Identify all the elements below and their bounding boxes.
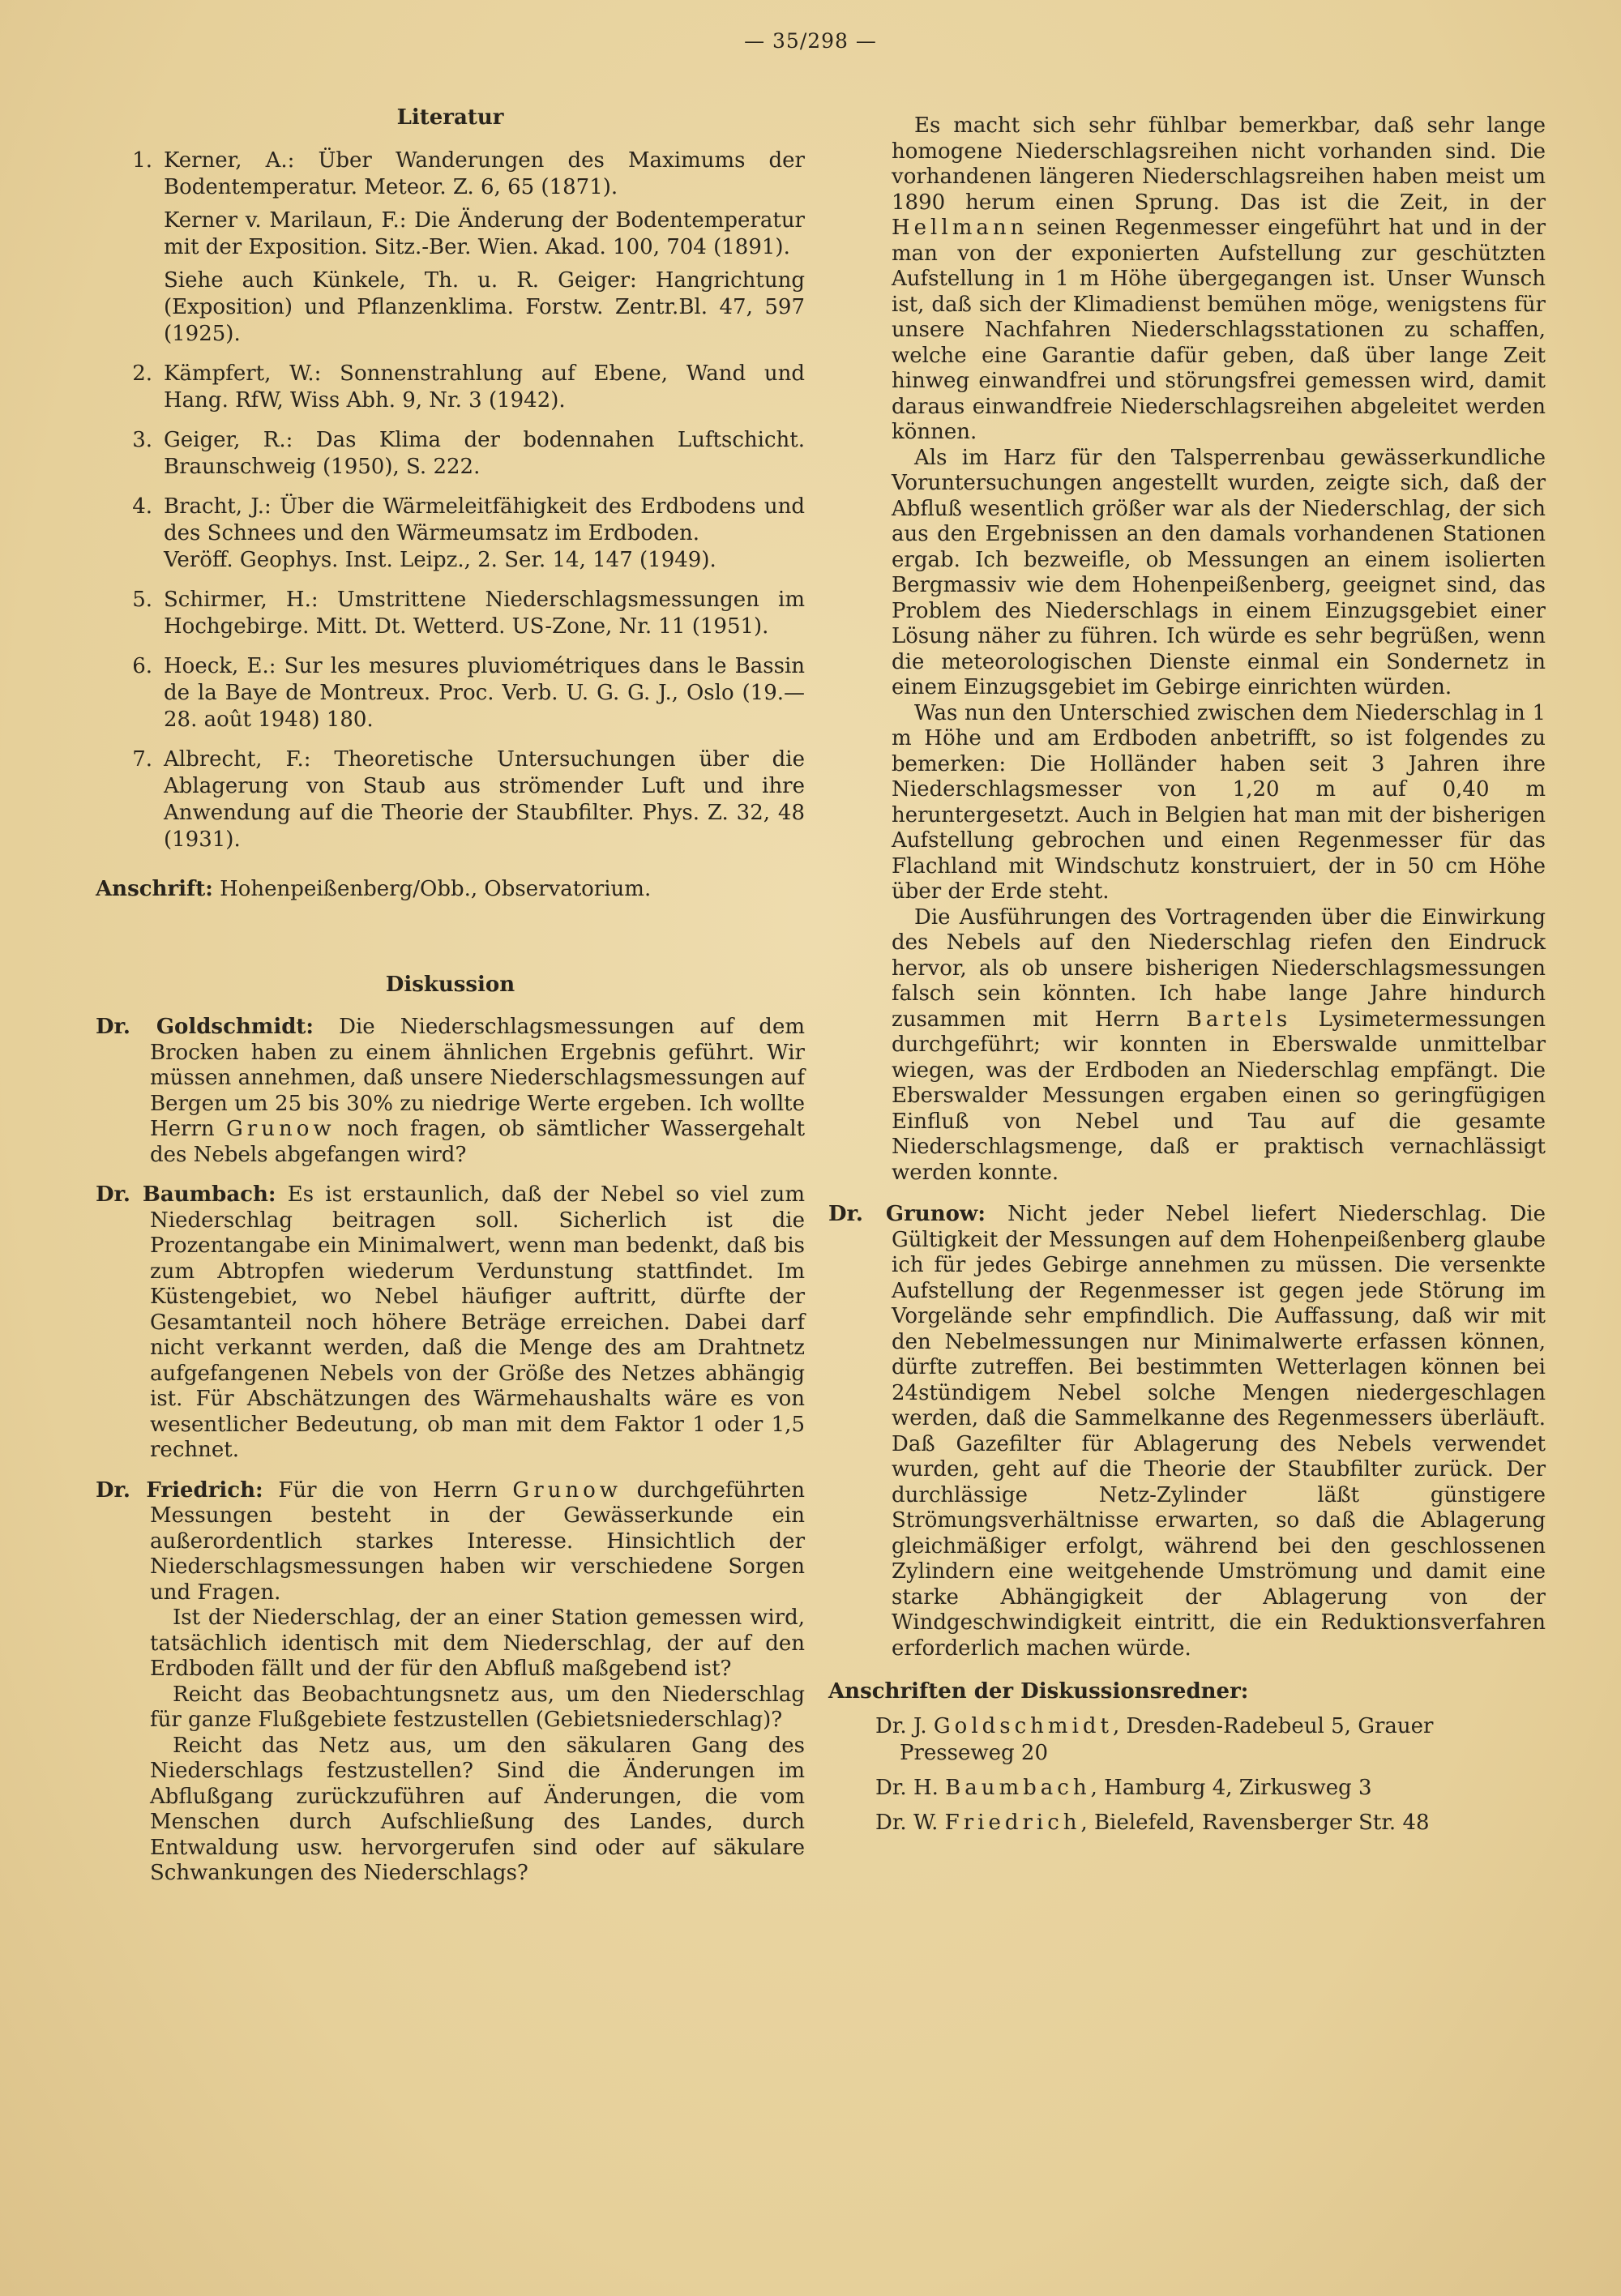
- reference-text: Schirmer, H.: Umstrittene Niederschlagsmessungen im Hochgebirge. Mitt. Dt. Wetterd. US-Zone, Nr. 11 (1951).: [164, 588, 805, 639]
- reference-text: Kämpfert, W.: Sonnenstrahlung auf Ebene, Wand und Hang. RfW, Wiss Abh. 9, Nr. 3 (1942).: [164, 361, 805, 413]
- reference-number: 6.: [132, 654, 152, 678]
- speaker-name: Dr. Goldschmidt:: [96, 1015, 314, 1039]
- author-address: [96, 876, 805, 903]
- address-name: Baumbach: [945, 1776, 1091, 1800]
- statement-paragraph: Als im Harz für den Talsperrenbau gewässerkundliche Voruntersuchungen angestellt wurden, zeigte sich, daß der Abfluß wesentlich größer war als der Niederschlag, der sich aus den Ergebnissen an den damals vorhandenen Stationen ergab. Ich bezweifle, ob Messungen an einem isolierten Bergmassiv wie dem Hohenpeißenberg, geeignet sind, das Problem des Niederschlags in einem Einzugsgebiet einer Lösung näher zu führen. Ich würde es sehr begrüßen, wenn die meteorologischen Dienste einmal ein Sondernetz in einem Einzugsgebiet im Gebirge einrichten würden.: [892, 445, 1546, 699]
- reference-text: Geiger, R.: Das Klima der bodennahen Luftschicht. Braunschweig (1950), S. 222.: [164, 428, 805, 479]
- address-label: Anschrift:: [96, 877, 213, 901]
- diskussion-heading: Diskussion: [385, 973, 515, 997]
- speaker-name: Dr. Baumbach:: [96, 1182, 276, 1207]
- address-value: Hohenpeißenberg/Obb., Observatorium.: [220, 877, 652, 901]
- reference-number: 2.: [132, 361, 152, 386]
- statement-paragraph: Was nun den Unterschied zwischen dem Niederschlag in 1 m Höhe und am Erdboden anbetrifft, so ist folgendes zu bemerken: Die Holländer haben seit 3 Jahren ihre Niederschlagsmesser von 1,20 m auf 0,40 m heruntergesetzt. Auch in Belgien hat man mit der bisherigen Aufstellung gebrochen und einen Regenmesser für das Flachland mit Windschutz konstruiert, der in 50 cm Höhe über der Erde steht.: [892, 700, 1546, 904]
- anschriften-heading: Anschriften der Diskussionsredner:: [828, 1679, 1249, 1704]
- reference-number: 5.: [132, 588, 152, 612]
- statement-text: durchgeführten Messungen besteht in der Gewässerkunde ein außerordentlich starkes Interesse. Hinsichtlich der Niederschlagsmessungen haben wir verschiedene Sorgen und Fragen.: [150, 1477, 806, 1605]
- address-title: Dr. W.: [875, 1811, 939, 1835]
- statement-text: noch fragen, ob sämtlicher Wassergehalt des Nebels abgefangen wird?: [150, 1117, 806, 1167]
- address-text: , Dresden-Radebeul 5, Grauer Presseweg 20: [900, 1714, 1434, 1765]
- reference-item: [96, 427, 805, 481]
- reference-text: Hoeck, E.: Sur les mesures pluviométriques dans le Bassin de la Baye de Montreux. Proc. Verb. U. G. G. J., Oslo (19.—28. août 1948) 180.: [164, 654, 805, 732]
- reference-number: 1.: [132, 148, 152, 173]
- speaker-name: Dr. Friedrich:: [96, 1477, 263, 1503]
- reference-text: Albrecht, F.: Theoretische Untersuchungen über die Ablagerung von Staub aus strömender Luft und ihre Anwendung auf die Theorie der Staubfilter. Phys. Z. 32, 48 (1931).: [164, 747, 805, 852]
- reference-text: Bracht, J.: Über die Wärmeleitfähigkeit des Erdbodens und des Schnees und den Wärmeumsatz im Erdboden.: [164, 494, 805, 545]
- person-name: Bartels: [1186, 1007, 1292, 1032]
- address-text: , Bielefeld, Ravensberger Str. 48: [1080, 1811, 1430, 1835]
- speaker-address: [828, 1810, 1546, 1836]
- person-name: Hellmann: [892, 216, 1029, 240]
- reference-item: [96, 587, 805, 640]
- statement-text: seinen Regenmesser eingeführt hat und in der man von der exponierten Aufstellung zur geschützten Aufstellung in 1 m Höhe übergegangen ist. Unser Wunsch ist, daß sich der Klimadienst bemühen möge, wenigstens für unsere Nachfahren Niederschlagsstationen zu schaffen, welche eine Garantie dafür geben, daß über lange Zeit hinweg einwandfrei und störungsfrei gemessen wird, damit daraus einwandfreie Niederschlagsreihen abgeleitet werden können.: [892, 216, 1546, 444]
- reference-number: 3.: [132, 428, 152, 452]
- person-name: Grunow: [512, 1477, 622, 1503]
- statement-text: Es ist erstaunlich, daß der Nebel so viel zum Niederschlag beitragen soll. Sicherlich ist die Prozentangabe ein Minimalwert, wenn man bedenkt, daß bis zum Abtropfen wiederum Verdunstung stattfindet. Im Küstengebiet, wo Nebel häufiger auftritt, dürfte der Gesamtanteil noch höhere Beträge erreichen. Dabei darf nicht verkannt werden, daß die Menge des am Drahtnetz aufgefangenen Nebels von der Größe des Netzes abhängig ist. Für Abschätzungen des Wärmehaushalts wäre es von wesentlicher Bedeutung, ob man mit dem Faktor 1 oder 1,5 rechnet.: [150, 1182, 805, 1462]
- statement-text: Die Niederschlagsmessungen auf dem Brocken haben zu einem ähnlichen Ergebnis geführt. Wir müssen annehmen, daß unsere Niederschlagsmessungen auf Bergen um 25 bis 30% zu niedrige Werte ergeben. Ich wollte Herrn: [150, 1015, 805, 1141]
- reference-text: Kerner, A.: Über Wanderungen des Maximums der Bodentemperatur. Meteor. Z. 6, 65 (1871).: [164, 148, 805, 199]
- reference-item: [96, 361, 805, 414]
- reference-item: [96, 148, 805, 348]
- reference-item: [96, 494, 805, 574]
- reference-item: [96, 653, 805, 733]
- statement-grunow: [828, 1202, 1546, 1661]
- reference-item: [96, 746, 805, 853]
- statement-text: Es macht sich sehr fühlbar bemerkbar, daß sehr lange homogene Niederschlagsreihen nicht vorhanden sind. Die vorhandenen längeren Niederschlagsreihen haben meist um 1890 herum einen Sprung. Das ist die Zeit, in der: [892, 113, 1546, 215]
- person-name: Grunow: [226, 1117, 336, 1141]
- statement-friedrich: [96, 1478, 805, 1887]
- left-column: [96, 105, 805, 1901]
- page-number: — 35/298 —: [744, 29, 877, 53]
- question-paragraph: Ist der Niederschlag, der an einer Station gemessen wird, tatsächlich identisch mit dem Niederschlag, der auf den Erdboden fällt und der für den Abfluß maßgebend ist?: [150, 1605, 805, 1681]
- right-column: [828, 113, 1546, 1845]
- statement-paragraph: [892, 905, 1546, 1186]
- reference-number: 7.: [132, 747, 152, 772]
- statement-goldschmidt: [96, 1015, 805, 1168]
- question-paragraph: Reicht das Beobachtungsnetz aus, um den Niederschlag für ganze Flußgebiete festzustellen (Gebietsniederschlag)?: [150, 1682, 805, 1732]
- statement-text: Nicht jeder Nebel liefert Niederschlag. Die Gültigkeit der Messungen auf dem Hohenpeißenberg glaube ich für jedes Gebirge annehmen zu müssen. Die versenkte Aufstellung der Regenmesser ist gegen jede Störung im Vorgelände sehr empfindlich. Die Auffassung, daß wir mit den Nebelmessungen nur Minimalwerte erfassen können, dürfte zutreffen. Bei bestimmten Wetterlagen können bei 24stündigem Nebel solche Mengen niedergeschlagen werden, daß die Sammelkanne des Regenmessers überläuft. Daß Gazefilter für Ablagerung des Nebels verwendet wurden, geht auf die Theorie der Staubfilter zurück. Der durchlässige Netz-Zylinder läßt günstigere Strömungsverhältnisse erwarten, so daß die Ablagerung gleichmäßiger erfolgt, während bei den geschlossenen Zylindern eine weitgehende Umströmung und damit eine starke Abhängigkeit der Ablagerung von der Windgeschwindigkeit eintritt, die ein Reduktionsverfahren erforderlich machen würde.: [892, 1202, 1546, 1661]
- speaker-name: Dr. Grunow:: [828, 1202, 986, 1226]
- reference-number: 4.: [132, 494, 152, 519]
- statement-text: Die Ausführungen des Vortragenden über die Einwirkung des Nebels auf den Niederschlag riefen den Eindruck hervor, als ob unsere bisherigen Niederschlagsmessungen falsch sein könnten. Ich habe lange Jahre hindurch zusammen mit Herrn: [892, 904, 1546, 1032]
- address-name: Goldschmidt: [933, 1714, 1113, 1738]
- reference-text: Kerner v. Marilaun, F.: Die Änderung der Bodentemperatur mit der Exposition. Sitz.-Ber. Wien. Akad. 100, 704 (1891).: [164, 208, 805, 259]
- address-title: Dr. H.: [875, 1776, 939, 1800]
- statement-text: Lysimetermessungen durchgeführt; wir konnten in Eberswalde unmittelbar wiegen, was der Erdboden an Niederschlag empfängt. Die Eberswalder Messungen ergaben einen so geringfügigen Einfluß von Nebel und Tau auf die gesamte Niederschlagsmenge, daß er praktisch vernachlässigt werden konnte.: [892, 1007, 1546, 1185]
- reference-text: Siehe auch Künkele, Th. u. R. Geiger: Hangrichtung (Exposition) und Pflanzenklima. Forstw. Zentr.Bl. 47, 597 (1925).: [164, 268, 805, 346]
- friedrich-continuation: [828, 113, 1546, 1186]
- statement-paragraph: [892, 113, 1546, 446]
- address-title: Dr. J.: [875, 1714, 927, 1738]
- reference-text: Veröff. Geophys. Inst. Leipz., 2. Ser. 14, 147 (1949).: [164, 548, 716, 572]
- speaker-address: [828, 1713, 1546, 1767]
- literatur-heading: Literatur: [396, 105, 504, 130]
- address-text: , Hamburg 4, Zirkusweg 3: [1090, 1776, 1372, 1800]
- statement-text: Für die von Herrn: [278, 1477, 498, 1503]
- address-name: Friedrich: [944, 1811, 1081, 1835]
- speaker-address: [828, 1775, 1546, 1802]
- statement-baumbach: [96, 1182, 805, 1464]
- question-paragraph: Reicht das Netz aus, um den säkularen Gang des Niederschlags festzustellen? Sind die Änderungen im Abflußgang zurückzuführen auf Änderungen, die vom Menschen durch Aufschließung des Landes, durch Entwaldung usw. hervorgerufen sind oder auf säkulare Schwankungen des Niederschlags?: [150, 1733, 805, 1885]
